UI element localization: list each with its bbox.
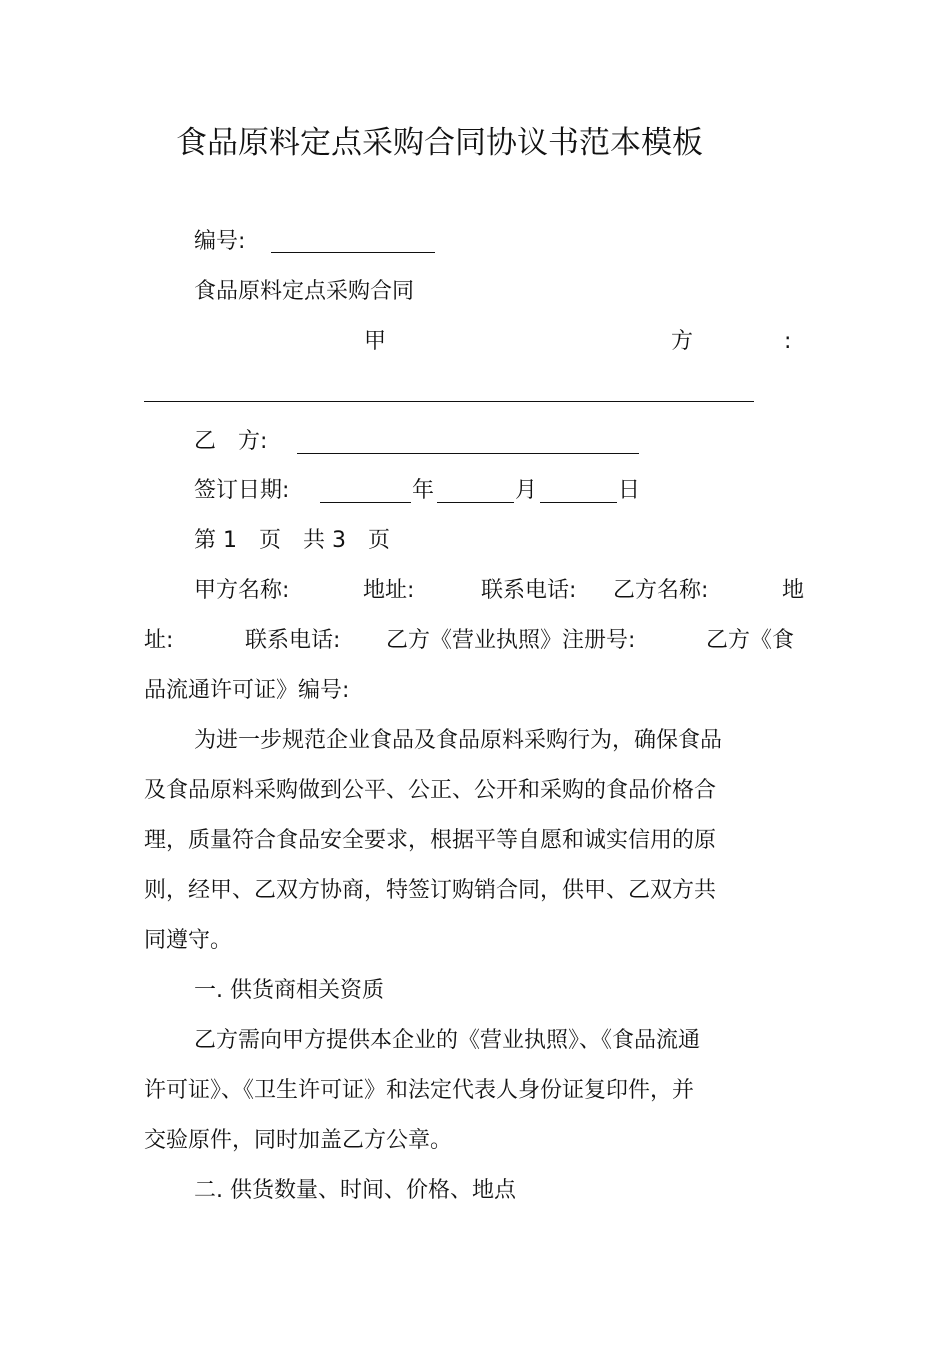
party-b-blank [297, 453, 639, 454]
paragraph-1-line-3: 理，质量符合食品安全要求，根据平等自愿和诚实信用的原 [144, 828, 717, 853]
sign-day-blank [540, 502, 617, 503]
info-party-b-address-start: 地 [782, 578, 805, 603]
info-food-license-start: 乙方《食 [706, 628, 795, 653]
info-business-license: 乙方《营业执照》注册号: [386, 628, 636, 653]
sign-month-label: 月 [515, 478, 538, 503]
contract-name: 食品原料定点采购合同 [194, 279, 415, 304]
party-a-char-2: 方 [671, 329, 694, 354]
paragraph-2-line-3: 交验原件，同时加盖乙方公章。 [144, 1128, 453, 1153]
info-party-b-name: 乙方名称: [613, 578, 709, 603]
paragraph-2-line-2: 许可证》、《卫生许可证》和法定代表人身份证复印件，并 [144, 1078, 695, 1103]
sign-date-label: 签订日期: [194, 478, 290, 503]
contract-number-label: 编号: [194, 229, 246, 254]
sign-year-blank [320, 502, 411, 503]
paragraph-1-line-4: 则，经甲、乙双方协商，特签订购销合同，供甲、乙双方共 [144, 878, 717, 903]
document-title: 食品原料定点采购合同协议书范本模板 [176, 125, 703, 161]
party-a-colon: : [784, 329, 792, 354]
section-1-title: 一. 供货商相关资质 [194, 978, 384, 1003]
party-a-char-1: 甲 [364, 329, 387, 354]
info-address: 地址: [363, 578, 415, 603]
paragraph-1-line-5: 同遵守。 [144, 928, 233, 953]
contract-number-blank [271, 252, 435, 253]
paragraph-2-line-1: 乙方需向甲方提供本企业的《营业执照》、《食品流通 [194, 1028, 701, 1053]
party-b-label: 乙 方: [194, 429, 268, 454]
party-a-blank [144, 401, 754, 402]
paragraph-1-line-1: 为进一步规范企业食品及食品原料采购行为，确保食品 [194, 728, 723, 753]
sign-day-label: 日 [618, 478, 641, 503]
info-party-a-name: 甲方名称: [194, 578, 290, 603]
sign-year-label: 年 [412, 478, 435, 503]
section-2-title: 二. 供货数量、时间、价格、地点 [194, 1178, 516, 1203]
sign-month-blank [437, 502, 514, 503]
paragraph-1-line-2: 及食品原料采购做到公平、公正、公开和采购的食品价格合 [144, 778, 717, 803]
page-info: 第 1 页 共 3 页 [194, 528, 390, 553]
info-food-license-end: 品流通许可证》编号: [144, 678, 350, 703]
info-phone: 联系电话: [481, 578, 577, 603]
info-party-b-address-end: 址: [144, 628, 174, 653]
info-party-b-phone: 联系电话: [245, 628, 341, 653]
